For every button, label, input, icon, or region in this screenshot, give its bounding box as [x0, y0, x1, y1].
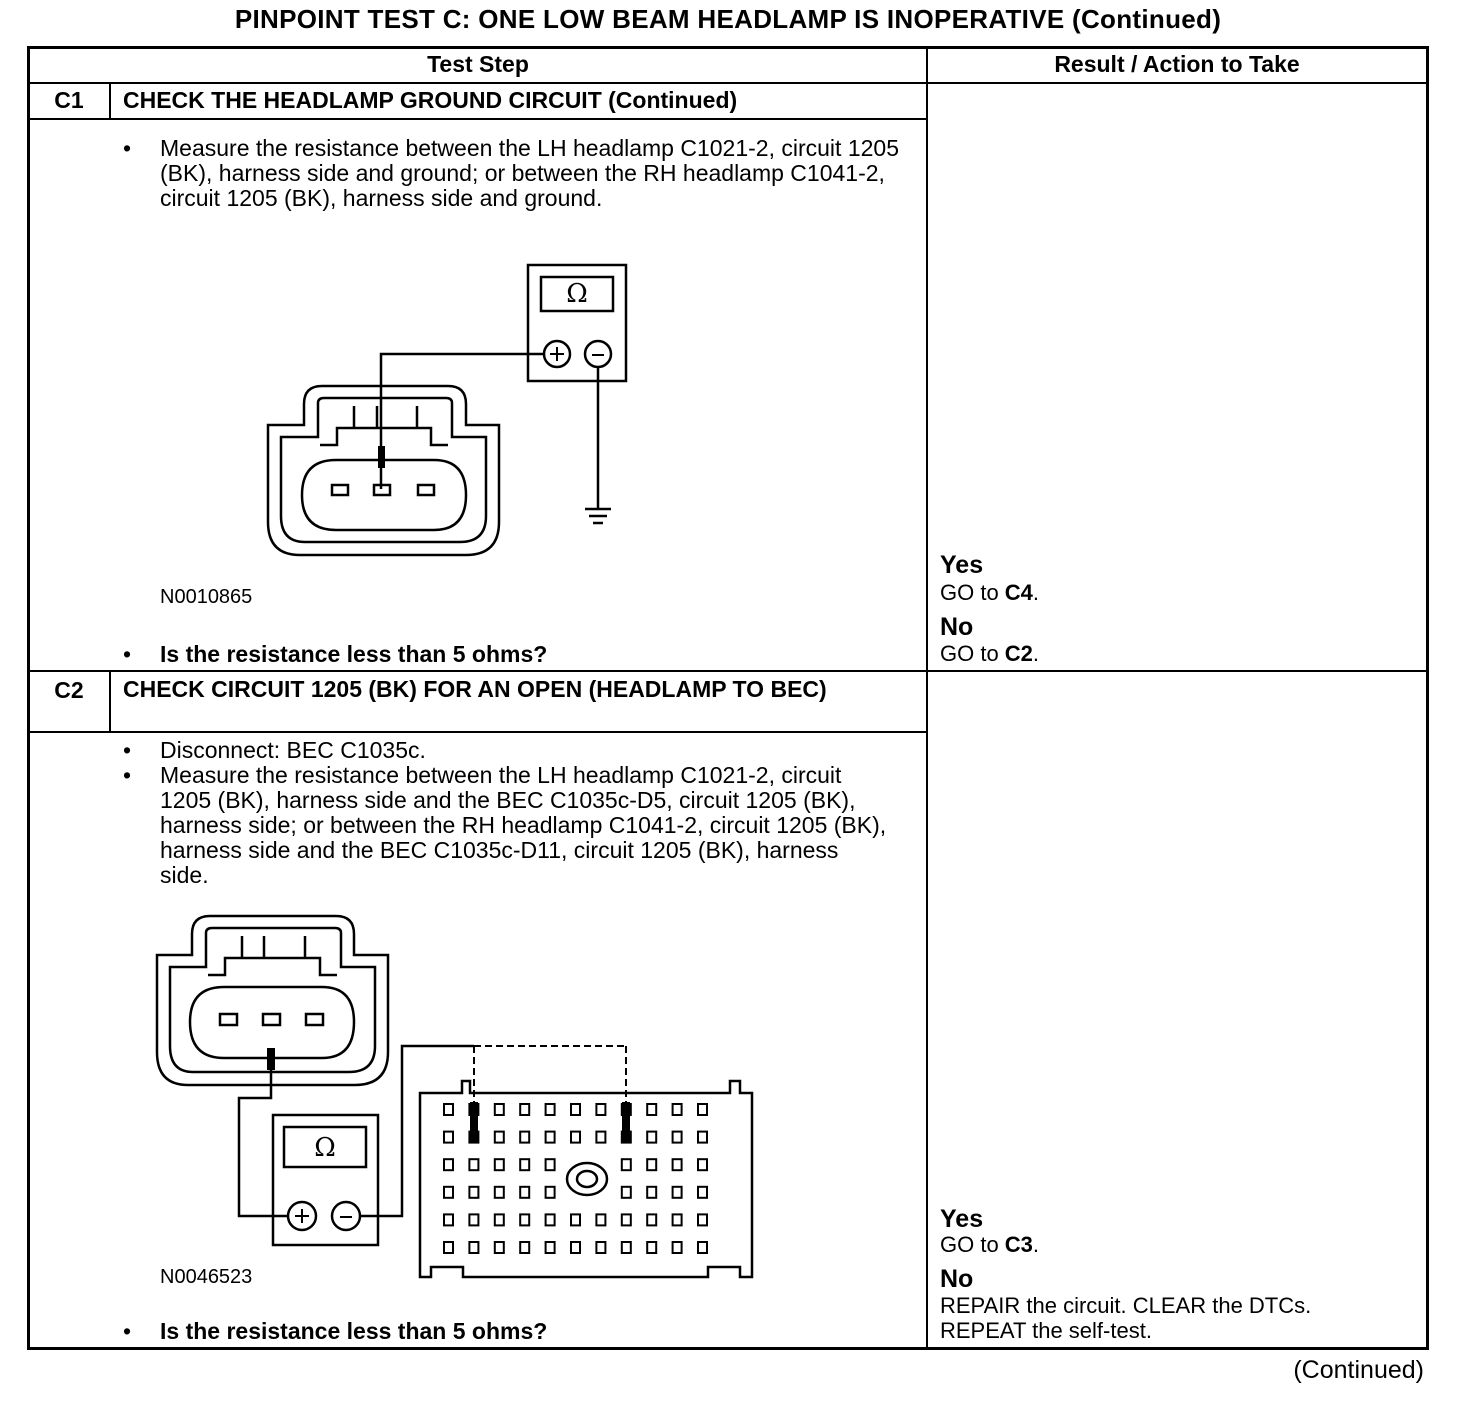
bec-pin — [520, 1242, 529, 1253]
bec-pin — [546, 1159, 555, 1170]
bec-pin — [520, 1132, 529, 1143]
c2-yes-label: Yes — [940, 1205, 984, 1233]
bec-pin — [596, 1242, 605, 1253]
c2-yes-action: GO to C3. — [940, 1232, 1040, 1257]
bec-pin — [673, 1104, 682, 1115]
bec-pin — [444, 1132, 453, 1143]
continued-footer: (Continued) — [1293, 1356, 1424, 1384]
bec-pin — [546, 1242, 555, 1253]
bec-pin — [698, 1159, 707, 1170]
step-id-c1: C1 — [54, 87, 84, 113]
header-test-step: Test Step — [427, 51, 529, 77]
c2-instruction: • Measure the resistance between the LH headlamp C1021-2, circuit 1205 (BK), harness side and the BEC C1035c-D5, circuit 1205 (BK), harness side; or between the RH headlamp C1041-2, circuit 1205 (BK), harness side and the BEC C1035c-D11, circuit 1205 (BK), harness side. — [122, 763, 892, 888]
bec-pin — [622, 1159, 631, 1170]
c1-no-action: GO to C2. — [940, 641, 1040, 666]
bec-pin — [596, 1214, 605, 1225]
c1-question: • Is the resistance less than 5 ohms? — [122, 641, 547, 668]
bec-pin — [495, 1104, 504, 1115]
bec-pin — [673, 1132, 682, 1143]
bec-pin — [444, 1187, 453, 1198]
c2-figure-id: N0046523 — [160, 1266, 253, 1288]
bec-pin — [469, 1214, 478, 1225]
bec-pin — [698, 1104, 707, 1115]
headlamp-probe — [267, 1048, 275, 1070]
c1-no-target: C2 — [1004, 641, 1033, 666]
bec-pin — [495, 1242, 504, 1253]
c1-yes-target: C4 — [1004, 580, 1033, 605]
bec-pin — [698, 1187, 707, 1198]
bec-probe-d11 — [622, 1102, 630, 1142]
c1-instruction: • Measure the resistance between the LH headlamp C1021-2, circuit 1205 (BK), harness side and ground; or between the RH headlamp C1041-2, circuit 1205 (BK), harness side and ground. — [122, 136, 902, 211]
bec-pin — [444, 1242, 453, 1253]
ohm-symbol: Ω — [566, 279, 588, 309]
bec-pin — [622, 1242, 631, 1253]
c1-no-label: No — [940, 613, 974, 641]
bec-pin — [673, 1187, 682, 1198]
bec-pin — [647, 1214, 656, 1225]
bec-pin — [495, 1187, 504, 1198]
bec-pin — [469, 1187, 478, 1198]
bec-pin — [520, 1187, 529, 1198]
bec-pin — [444, 1104, 453, 1115]
bec-pin — [571, 1132, 580, 1143]
bec-pin — [698, 1242, 707, 1253]
bec-pin — [444, 1159, 453, 1170]
bec-pin — [622, 1187, 631, 1198]
bec-pin — [673, 1242, 682, 1253]
bec-pin — [596, 1132, 605, 1143]
page-title: PINPOINT TEST C: ONE LOW BEAM HEADLAMP IS INOPERATIVE (Continued) — [234, 4, 1222, 34]
c2-yes-target: C3 — [1004, 1232, 1033, 1257]
bec-pin — [596, 1104, 605, 1115]
bec-pin — [571, 1242, 580, 1253]
bec-pin — [647, 1159, 656, 1170]
step-title-c2: CHECK CIRCUIT 1205 (BK) FOR AN OPEN (HEADLAMP TO BEC) — [123, 676, 827, 702]
c2-no-action: REPAIR the circuit. CLEAR the DTCs. REPEAT the self-test. — [940, 1293, 1312, 1343]
bec-pin — [622, 1214, 631, 1225]
bec-pin — [647, 1104, 656, 1115]
step-title-c1: CHECK THE HEADLAMP GROUND CIRCUIT (Continued) — [123, 87, 738, 113]
bec-pin — [647, 1132, 656, 1143]
c1-yes-label: Yes — [940, 551, 984, 579]
bec-pin — [520, 1104, 529, 1115]
bec-pin — [495, 1132, 504, 1143]
bec-pin — [571, 1104, 580, 1115]
bec-pin — [546, 1104, 555, 1115]
c2-instruction: • Disconnect: BEC C1035c. — [122, 738, 892, 763]
bec-pin — [546, 1187, 555, 1198]
bec-pin-grid — [444, 1104, 707, 1253]
bec-pin — [546, 1132, 555, 1143]
bec-pin — [647, 1242, 656, 1253]
bec-pin — [520, 1214, 529, 1225]
bec-pin — [495, 1159, 504, 1170]
bec-pin — [495, 1214, 504, 1225]
bec-pin — [698, 1132, 707, 1143]
c1-yes-action: GO to C4. — [940, 580, 1040, 605]
bec-pin — [673, 1214, 682, 1225]
bec-pin — [469, 1242, 478, 1253]
bec-pin — [673, 1159, 682, 1170]
c2-no-label: No — [940, 1265, 974, 1293]
bec-center-boss — [567, 1163, 607, 1195]
c2-question: • Is the resistance less than 5 ohms? — [122, 1318, 547, 1345]
bec-pin — [647, 1187, 656, 1198]
step-id-c2: C2 — [54, 677, 84, 703]
bec-pin — [520, 1159, 529, 1170]
c1-figure-id: N0010865 — [160, 586, 253, 608]
bec-pin — [469, 1159, 478, 1170]
bec-pin — [571, 1214, 580, 1225]
bec-pin — [444, 1214, 453, 1225]
bec-probe-d5 — [470, 1102, 478, 1142]
ohm-symbol: Ω — [314, 1133, 336, 1163]
bec-pin — [698, 1214, 707, 1225]
bec-pin — [546, 1214, 555, 1225]
header-result: Result / Action to Take — [1054, 51, 1300, 77]
